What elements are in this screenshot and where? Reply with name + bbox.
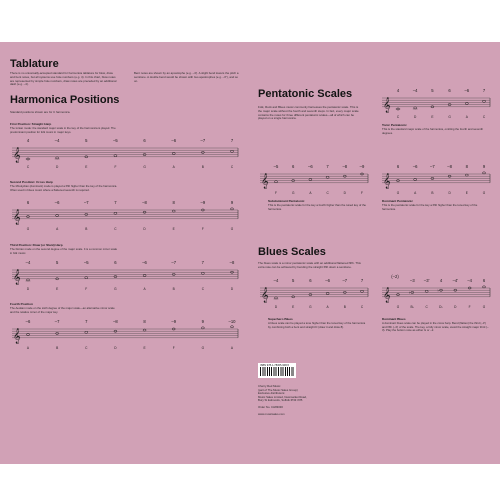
note-name: A — [143, 287, 146, 291]
treble-clef-icon: 𝄞 — [383, 97, 391, 113]
position-2-text: The Mixolydian (dominant) mode is played a fifth higher than the key of the harmonica. Often used in blues music where a flattened seventh is required. — [10, 184, 118, 192]
note-name: F — [361, 191, 363, 195]
note-name: E — [85, 165, 88, 169]
tab-number: 9 — [482, 164, 486, 169]
note-name: G — [114, 287, 117, 291]
subdominant-staff — [258, 164, 370, 196]
note-head — [85, 331, 88, 333]
note-name: A — [26, 346, 30, 350]
treble-clef-icon: 𝄞 — [261, 287, 269, 303]
tab-number: –8 — [342, 164, 348, 169]
pentatonic-text: Folk, Rock and Blues music commonly harnesses the pentatonic scale. This is the major scale without the fourth and seventh steps. In fact, every major scale contains the notes for three different pentatonic scales—all of which can be played on a single harmonica. — [258, 105, 359, 121]
note-head — [56, 214, 59, 216]
dominant-pentatonic-heading: Dominant Pentatonic — [382, 199, 413, 203]
note-name: A — [56, 227, 59, 231]
note-name: F — [172, 346, 175, 350]
note-name: C — [482, 115, 486, 119]
tab-number: 8 — [465, 164, 468, 169]
note-name: D — [55, 165, 59, 169]
note-head — [114, 155, 117, 157]
note-name: D — [274, 305, 278, 309]
note-name: B♭ — [410, 305, 415, 309]
dominant-pentatonic-staff — [380, 164, 492, 196]
note-name: A — [309, 191, 312, 195]
superhero-blues-staff — [258, 278, 370, 310]
tab-number: 8 — [143, 319, 146, 324]
position-1-heading: First Position: Straight Harp — [10, 122, 52, 126]
note-head — [143, 329, 146, 331]
tab-number: 7 — [85, 319, 88, 324]
note-head — [483, 172, 486, 174]
tab-number: –7 — [171, 260, 177, 265]
treble-clef-icon: 𝄞 — [13, 269, 21, 285]
tab-number: 7 — [482, 88, 486, 93]
dominant-blues-text: A dominant blues scale can be played in the cross harp. Bend (flatten) the third (–3') and fifth (–4') of the scale. The key, a fully minor scale, avoid the straight major third (–3). Play the bottom note as either G or –2. — [382, 321, 489, 333]
tab-number: –9 — [171, 319, 177, 324]
note-head — [172, 152, 175, 154]
isbn-text: ISBN 978-1-78305-908-5 — [260, 363, 289, 367]
treble-clef-icon: 𝄞 — [383, 173, 391, 189]
note-name: F — [201, 227, 204, 231]
treble-clef-icon: 𝄞 — [13, 209, 21, 225]
position-1-text: The Ionian mode: the standard major scale in the key of the harmonica is played. The predominant position for folk music in major keys. — [10, 126, 116, 134]
tab-number: –6 — [412, 164, 418, 169]
note-head — [425, 290, 428, 292]
note-name: A — [230, 346, 234, 350]
staff-svg — [10, 260, 240, 292]
tab-number: –6 — [25, 319, 31, 324]
tab-number: –6 — [171, 138, 177, 143]
tab-number: –4 — [412, 88, 418, 93]
treble-clef-icon: 𝄞 — [261, 173, 269, 189]
note-name: G — [482, 191, 486, 195]
tab-number: –7 — [200, 138, 206, 143]
note-head — [275, 181, 278, 183]
position-3-staff — [10, 260, 240, 292]
dominant-blues-extra-tab: (–2) — [391, 274, 399, 279]
note-head — [326, 292, 329, 294]
note-head — [414, 178, 417, 180]
tab-number: 6 — [309, 278, 312, 283]
note-name: E — [143, 346, 146, 350]
tab-number: 5 — [55, 260, 59, 265]
note-name: G — [396, 191, 400, 195]
position-2-heading: Second Position: Cross Harp — [10, 180, 53, 184]
tab-number: 4 — [396, 88, 400, 93]
tab-number: 6 — [292, 164, 295, 169]
dominant-pentatonic-text: This is the pentatonic scale for the key a fifth higher than the tuned key of the harmonica. — [382, 203, 478, 211]
treble-clef-icon: 𝄞 — [383, 287, 391, 303]
note-head — [172, 210, 175, 212]
tab-number: –7 — [342, 278, 348, 283]
note-name: C — [230, 165, 234, 169]
tab-number: –5 — [83, 260, 89, 265]
chart-sheet — [0, 42, 500, 464]
note-head — [231, 326, 234, 328]
tablature-text-2: Bent notes are shown by an apostrophe (e.g. –4'). A slight bend lowers the pitch a semitone. A double bend would be shown with two apostrophes (e.g. –3"), and so on. — [134, 71, 239, 83]
tab-number: –10 — [228, 319, 236, 324]
tab-number: –3 — [409, 278, 415, 283]
tab-number: –4 — [25, 260, 31, 265]
tab-number: 9 — [230, 200, 234, 205]
blues-scales-title: Blues Scales — [258, 246, 326, 258]
tab-number: 8 — [172, 200, 175, 205]
subdominant-text: This is the pentatonic scale for the key a fourth higher than the tuned key of the harmonica. — [268, 203, 366, 211]
note-name: F — [275, 191, 277, 195]
harmonica-positions-title: Harmonica Positions — [10, 94, 120, 106]
position-4-staff — [10, 319, 240, 351]
tab-number: 9 — [201, 319, 205, 324]
tab-number: –4 — [273, 278, 279, 283]
note-name: G — [26, 227, 30, 231]
note-head — [414, 107, 417, 109]
note-name: C — [425, 305, 428, 309]
tablature-title: Tablature — [10, 58, 59, 70]
note-name: D — [448, 191, 451, 195]
treble-clef-icon: 𝄞 — [13, 147, 21, 163]
note-head — [27, 333, 30, 335]
pentatonic-title: Pentatonic Scales — [258, 88, 353, 100]
note-name: D♭ — [439, 305, 443, 309]
note-name: E — [56, 287, 59, 291]
subdominant-heading: Subdominant Pentatonic — [268, 199, 305, 203]
note-name: D — [414, 115, 417, 119]
note-name: G — [143, 165, 146, 169]
tab-number: 7 — [201, 260, 205, 265]
note-name: C — [360, 305, 364, 309]
tab-number: 7 — [360, 278, 364, 283]
tab-number: 4 — [26, 138, 30, 143]
note-name: B — [431, 191, 434, 195]
position-4-heading: Fourth Position — [10, 302, 33, 306]
note-head — [85, 277, 88, 279]
position-2-staff — [10, 200, 240, 232]
superhero-blues-heading: Superhero Blues — [268, 317, 293, 321]
note-name: G — [291, 191, 295, 195]
note-name: D — [230, 287, 234, 291]
tab-number: 6 — [482, 278, 486, 283]
tab-number: –5 — [273, 164, 279, 169]
note-head — [143, 274, 146, 276]
note-head — [56, 157, 59, 159]
note-head — [201, 272, 204, 274]
note-head — [114, 212, 117, 214]
tab-number: 5 — [431, 88, 434, 93]
tab-number: 7 — [230, 138, 234, 143]
tab-number: –7 — [83, 200, 89, 205]
tab-number: –6 — [464, 88, 470, 93]
tab-number: –9 — [359, 164, 365, 169]
note-head — [483, 100, 486, 102]
note-name: B — [85, 227, 88, 231]
note-name: A — [172, 165, 175, 169]
note-name: D — [114, 346, 117, 350]
position-1-staff — [10, 138, 240, 170]
note-name: B — [172, 287, 175, 291]
note-head — [201, 327, 204, 329]
note-name: E — [465, 191, 468, 195]
note-name: F — [114, 165, 117, 169]
note-name: G — [201, 346, 205, 350]
tab-number: 4 — [439, 278, 443, 283]
tonic-staff — [380, 88, 492, 120]
tab-number: 6 — [143, 138, 146, 143]
note-head — [27, 279, 30, 281]
note-name: B — [201, 165, 204, 169]
tonic-text: This is the standard major scale of the harmonica, omitting the fourth and seventh degrees. — [382, 127, 484, 135]
flat-icon: ♭ — [437, 288, 440, 293]
note-name: D — [26, 287, 30, 291]
note-name: C — [26, 165, 30, 169]
note-head — [275, 297, 278, 299]
tab-number: –8 — [447, 164, 452, 169]
dominant-blues-staff — [380, 278, 492, 310]
note-name: B — [56, 346, 59, 350]
tab-number: –6 — [325, 278, 330, 283]
note-name: G — [482, 305, 486, 309]
note-name: E — [431, 115, 434, 119]
note-name: C — [114, 227, 117, 231]
note-head — [483, 286, 486, 288]
tab-number: 6 — [26, 200, 30, 205]
tab-number: –4' — [452, 278, 459, 283]
tab-number: 7 — [114, 200, 117, 205]
tab-number: –4 — [54, 138, 60, 143]
tab-number: 7 — [326, 164, 329, 169]
note-name: G — [396, 305, 400, 309]
note-head — [326, 176, 329, 178]
tab-number: –9 — [200, 200, 206, 205]
position-3-text: The Dorian mode on the second degree of the major scale. It is a common minor scale in folk music. — [10, 247, 118, 255]
position-3-heading: Third Position: Draw (or Slant) Harp — [10, 243, 63, 247]
tab-number: –4 — [467, 278, 472, 283]
barcode-bars — [260, 367, 294, 376]
tab-number: –7 — [54, 319, 60, 324]
note-name: F — [85, 287, 88, 291]
note-head — [231, 208, 234, 210]
note-name: G — [309, 305, 312, 309]
tab-number: 6 — [396, 164, 400, 169]
tab-number: –6 — [308, 164, 313, 169]
tablature-text-1: There is no universally-accepted standard for harmonica tablature for blow, draw and bent notes, but all systems use hole numbers (e.g. 4). In this chart, blow notes are represented by simple hole numbers, draw notes are preceded by an additional dash (e.g. –4). — [10, 71, 117, 87]
treble-clef-icon: 𝄞 — [13, 328, 21, 344]
superhero-blues-text: A blues scale can be played a tone higher than the tuned key of the harmonica by combining both a bent and straight D (draw 4 and draw 8). — [268, 321, 366, 329]
note-name: E — [172, 227, 175, 231]
note-head — [465, 102, 468, 104]
note-name: B — [343, 305, 346, 309]
tab-number: –6 — [54, 200, 60, 205]
tab-number: –3' — [423, 278, 430, 283]
positions-intro: Standard positions shown are for C harmonica. — [10, 110, 71, 114]
dominant-blues-heading: Dominant Blues — [382, 317, 406, 321]
tab-number: –6 — [142, 260, 147, 265]
tab-number: –8 — [142, 200, 147, 205]
note-name: E — [292, 305, 295, 309]
note-name: C — [396, 115, 400, 119]
note-head — [231, 150, 234, 152]
note-name: A — [465, 115, 468, 119]
note-head — [361, 290, 364, 292]
note-name: G — [448, 115, 451, 119]
note-head — [465, 174, 468, 176]
blues-text: The blues scale is a minor pentatonic scale with an additional flattened fifth. This extra note can be achieved by bending the straight fifth down a semitone. — [258, 261, 361, 269]
tonic-heading: Tonic Pentatonic — [382, 123, 407, 127]
staff-svg — [10, 319, 240, 351]
note-name: F — [468, 305, 471, 309]
tab-number: –7 — [430, 164, 435, 169]
tab-number: –8 — [229, 260, 235, 265]
note-head — [309, 178, 312, 180]
tab-number: 6 — [114, 260, 117, 265]
publisher-info: Cherry Red Music (part of The Music Sales Group) Exclusive distributors: Music Sales Limited, Newmarket Road, Bury St Edmunds, Suffolk IP33 3YB Order No. CH83030 www.musicsales.com — [258, 384, 307, 416]
tab-number: –5 — [113, 138, 118, 143]
note-name: C — [85, 346, 88, 350]
flat-icon: ♭ — [408, 290, 411, 295]
barcode — [258, 363, 296, 378]
note-name: C — [326, 191, 329, 195]
note-name: G — [230, 227, 234, 231]
note-name: A — [414, 191, 417, 195]
position-4-text: The Aeolian mode on the sixth degree of the major scale—an alternative minor scale and the relative minor of the major key. — [10, 306, 115, 314]
tab-number: 6 — [448, 88, 451, 93]
note-name: D — [143, 227, 146, 231]
tab-number: 5 — [85, 138, 88, 143]
note-name: D — [454, 305, 457, 309]
tab-number: 5 — [292, 278, 295, 283]
note-name: C — [201, 287, 204, 291]
tab-number: –8 — [113, 319, 118, 324]
note-name: D — [343, 191, 346, 195]
note-name: A — [326, 305, 329, 309]
